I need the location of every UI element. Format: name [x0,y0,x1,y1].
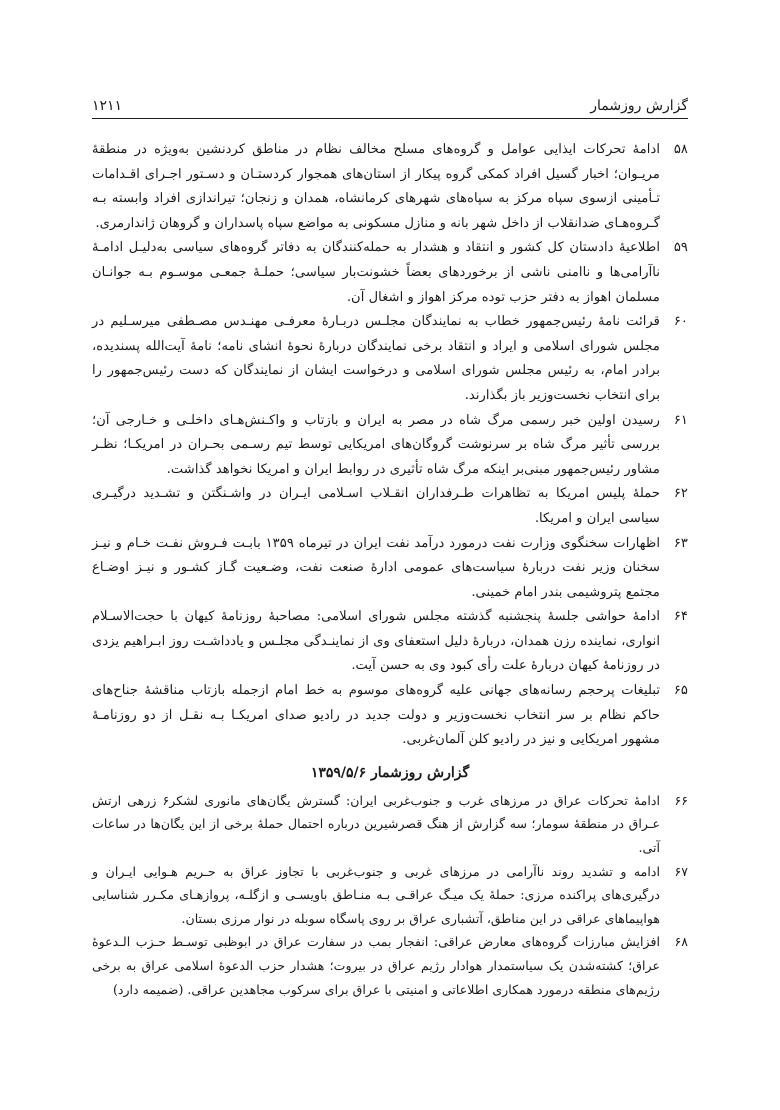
entry-67 [92,860,688,931]
header-title: گزارش روزشمار [590,98,688,114]
entry-66 [92,789,688,860]
entry-65 [92,679,688,753]
entry-64 [92,605,688,679]
page-body [92,138,688,1001]
entry-number: ۶۶ [674,792,688,808]
entry-text: ادامهٔ تحرکات عراق در مرزهای غرب و جنوب‌غربی ایران: گسترش یگان‌های مانوری لشکر۶ زرهی ارتش عـراق در منطقهٔ سومار؛ سه گزارش از هنگ قصرشیرین درباره احتمال حملهٔ برخی از این یگان‌ها در ساعات آتی. [92,792,661,856]
entry-number: ۶۸ [674,934,688,950]
entry-text: افزایش مبارزات گروه‌های معارض عراقی: انفجار بمب در سفارت عراق در ابوظبی توسـط حـزب الـدعوهٔ عراق؛ کشته‌شدن یک سیاستمدار هوادار رژیم عراق در بیروت؛ هشدار حزب الدعوهٔ اسلامی عراق به برخی رژیم‌های منطقه درمورد همکاری اطلاعاتی و امنیتی با عراق برای سرکوب مجاهدین عراقی. (ضمیمه دارد) [92,934,660,997]
entry-number: ۵۸ [673,142,688,157]
entry-58 [92,138,688,236]
entry-number: ۶۳ [673,535,688,551]
entry-61 [92,409,688,483]
entry-text: ادامه و تشدید روند ناآرامی در مرزهای غربی و جنوب‌غربی با تجاوز عراق به حـریم هـوایی ایـران و درگیری‌های پراکنده مرزی: حملهٔ یک میـگ عراقـی بـه منـاطق باویسـی و ازگلـه، پروازهـای مکـرر شناسایی هواپیماهای عراقی در این مناطق، آتشباری عراق بر روی پاسگاه سوبله در نوار مرزی بستان. [92,863,660,926]
entry-text: قرائت نامهٔ رئیس‌جمهور خطاب به نمایندگان مجلـس دربـارهٔ معرفـی مهنـدس مصـطفی میرسـلیم در مجلس شورای اسلامی و ایراد و انتقاد برخی نمایندگان دربارهٔ نحوهٔ انشای نامه؛ نامهٔ آیت‌الله پسندیده، برادر امام، به رئیس مجلس شورای اسلامی و درخواست ایشان از نمایندگان که دست رئیس‌جمهور را برای انتخاب نخست‌وزیر باز بگذارند. [92,314,660,403]
entry-59 [92,236,688,310]
entry-60 [92,310,688,408]
entry-text: اطلاعیهٔ دادستان کل کشور و انتقاد و هشدار به حمله‌کنندگان به دفاتر گروه‌های سیاسی به‌دلیـل ادامـهٔ ناآرامی‌ها و ناامنی ناشی از برخوردهای بعضاً خشونت‌بار سیاسی؛ حملـهٔ جمعـی موسـوم بـه جوانـان مسلمان اهواز به دفتر حزب توده مرکز اهواز و اشغال آن. [92,240,660,305]
entry-text: ادامهٔ تحرکات ایذایی عوامل و گروه‌های مسلح مخالف نظام در مناطق کردنشین به‌ویژه در منطقهٔ مریـوان؛ اخبار گسیل افراد کمکی گروه پیکار از استان‌های همجوار کردستـان و دسـتور اجـرای اقـدامات تـأمینی ازسوی سپاه مرکز به سپاه‌های شهرهای کرمانشاه، همدان و زنجان؛ تیراندازی افراد وابسته بـه گـروه‌هـای ضدانقلاب از داخل شهر بانه و منازل مسکونی به مواضع سپاه پاسداران و گروهان ژاندارمری. [92,142,660,231]
entry-number: ۶۴ [673,609,688,625]
section-heading: گزارش روزشمار ۱۳۵۹/۵/۶ [310,764,470,781]
entry-number: ۶۲ [673,486,688,502]
page-number: ۱۲۱۱ [92,98,123,114]
entry-number: ۶۵ [673,683,688,699]
entry-number: ۶۰ [673,314,688,330]
entry-text: اظهارات سخنگوی وزارت نفت درمورد درآمد نفت ایران در تیرماه ۱۳۵۹ بابـت فـروش نفـت خـام و نیـز سخنان وزیر نفت دربارهٔ سیاست‌های عمومی ادارهٔ صنعت نفت، وضـعیت گـاز کشـور و نیـز اوضـاع مجتمع پتروشیمی بندر امام خمینی. [92,535,661,600]
entry-text: تبلیغات پرحجم رسانه‌های جهانی علیه گروه‌های موسوم به خط امام ازجمله بازتاب مناقشهٔ جناح‌های حاکم نظام بر سر انتخاب نخست‌وزیر و دولت جدید در رادیو صدای امریکـا بـه نقـل از دو روزنامـهٔ مشهور امریکایی و نیز در رادیو کلن آلمان‌غربی. [92,683,660,748]
entry-62 [92,482,688,531]
entry-63 [92,532,688,606]
entry-68 [92,930,688,1001]
entry-number: ۵۹ [673,240,688,256]
entry-text: حملهٔ پلیس امریکا به تظاهرات طـرفداران انقـلاب اسـلامی ایـران در واشـنگتن و تشـدید درگیـری سیاسی ایران و امریکا. [92,486,660,526]
entry-number: ۶۷ [674,863,688,879]
entry-text: ادامهٔ حواشی جلسهٔ پنجشنبه گذشته مجلس شورای اسلامی: مصاحبهٔ روزنامهٔ کیهان با حجت‌الاسـلام انواری، نماینده رزن همدان، دربارهٔ دلیل استعفای وی از نماینـدگی مجلـس و یادداشـت روز ابـراهیم یزدی در روزنامهٔ کیهان دربارهٔ علت رأی کبود وی به حسن آیت. [92,609,660,674]
running-header [92,88,688,119]
entry-text: رسیدن اولین خبر رسمی مرگ شاه در مصر به ایران و بازتاب و واکـنش‌هـای داخلـی و خـارجی آن؛ بررسی تأثیر مرگ شاه بر سرنوشت گروگان‌های امریکایی توسط تیم رسـمی بحـران در امریکـا؛ نظـر مشاور رئیس‌جمهور مبنی‌بر اینکه مرگ شاه تأثیری در روابط ایران و امریکا نخواهد گذاشت. [92,412,660,477]
entry-number: ۶۱ [673,412,688,428]
